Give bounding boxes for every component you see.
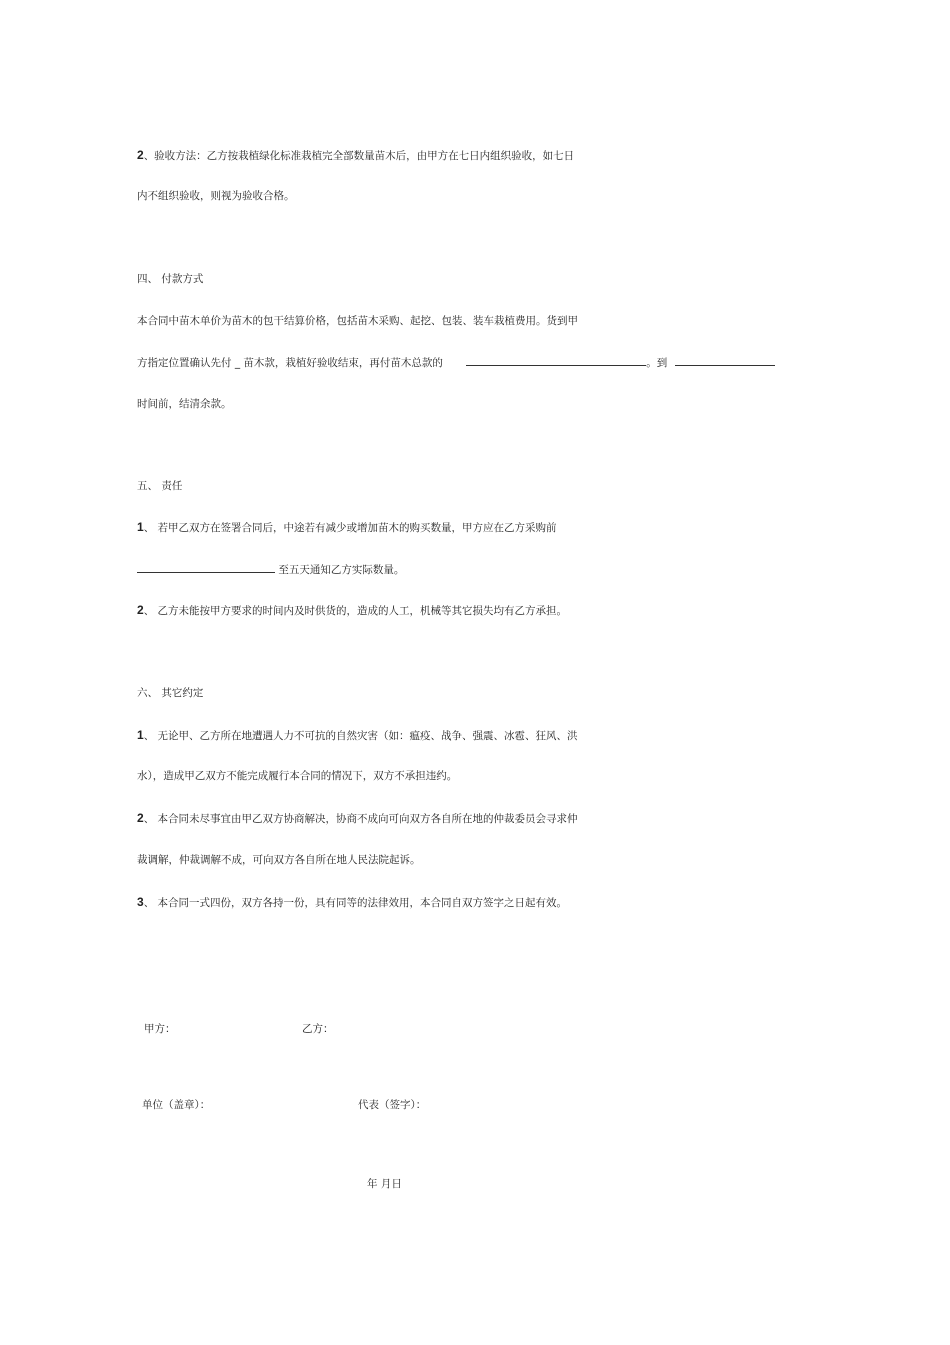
other-item-1: [137, 728, 578, 743]
payment-line-2-part-a: 方指定位置确认先付: [137, 357, 232, 369]
representative-signature-label: 代表（签字）：: [358, 1099, 427, 1111]
section-heading-other: 六、 其它约定: [137, 687, 204, 699]
item-text: 、 无论甲、乙方所在地遭遇人力不可抗的自然灾害（如：瘟疫、战争、强震、冰雹、狂风、洪: [143, 730, 578, 742]
liability-item-1-cont: [137, 562, 404, 577]
clause-acceptance-line-1: [137, 148, 574, 163]
item-number: 1: [137, 728, 144, 742]
item-text: 、 本合同未尽事宜由甲乙双方协商解决，协商不成向可向双方各自所在地的仲裁委员会寻求仲: [143, 813, 578, 825]
payment-line-2: [137, 355, 775, 370]
final-date-blank: [675, 355, 775, 366]
party-b-label: 乙方：: [302, 1023, 334, 1035]
payment-line-2-part-c: 。到: [646, 357, 668, 369]
date-label: 年 月日: [367, 1178, 402, 1190]
item-text: 、 若甲乙双方在签署合同后，中途若有减少或增加苗木的购买数量，甲方应在乙方采购前: [143, 522, 557, 534]
other-item-2-cont: 裁调解，仲裁调解不成，可向双方各自所在地人民法院起诉。: [137, 854, 421, 866]
notice-days-blank: [137, 562, 275, 573]
payment-line-3: 时间前，结清余款。: [137, 398, 232, 410]
liability-item-2: [137, 603, 567, 618]
payment-line-2-part-b: _ 苗木款，栽植好验收结束，再付苗木总款的: [234, 357, 443, 369]
item-number: 2: [137, 811, 144, 825]
section-heading-payment: 四、 付款方式: [137, 273, 204, 285]
item-text: 、 本合同一式四份，双方各持一份，具有同等的法律效用，本合同自双方签字之日起有效。: [143, 897, 568, 909]
party-a-label: 甲方：: [144, 1023, 176, 1035]
clause-text: 、验收方法：乙方按栽植绿化标准栽植完全部数量苗木后，由甲方在七日内组织验收，如七日: [143, 150, 575, 162]
other-item-1-cont: 水），造成甲乙双方不能完成履行本合同的情况下，双方不承担违约。: [137, 770, 458, 782]
item-number: 3: [137, 895, 144, 909]
liability-item-1: [137, 520, 557, 535]
section-heading-liability: 五、 责任: [137, 480, 183, 492]
payment-line-1: 本合同中苗木单价为苗木的包干结算价格，包括苗木采购、起挖、包装、装车栽植费用。货到甲: [137, 315, 578, 327]
clause-number: 2: [137, 148, 144, 162]
item-number: 2: [137, 603, 144, 617]
unit-seal-label: 单位（盖章）：: [142, 1099, 211, 1111]
total-percent-blank: [466, 355, 646, 366]
item-text-cont: 至五天通知乙方实际数量。: [278, 564, 405, 576]
item-text: 、 乙方未能按甲方要求的时间内及时供货的，造成的人工，机械等其它损失均有乙方承担。: [143, 605, 568, 617]
other-item-2: [137, 811, 578, 826]
other-item-3: [137, 895, 567, 910]
clause-acceptance-line-2: 内不组织验收，则视为验收合格。: [137, 190, 295, 202]
item-number: 1: [137, 520, 144, 534]
